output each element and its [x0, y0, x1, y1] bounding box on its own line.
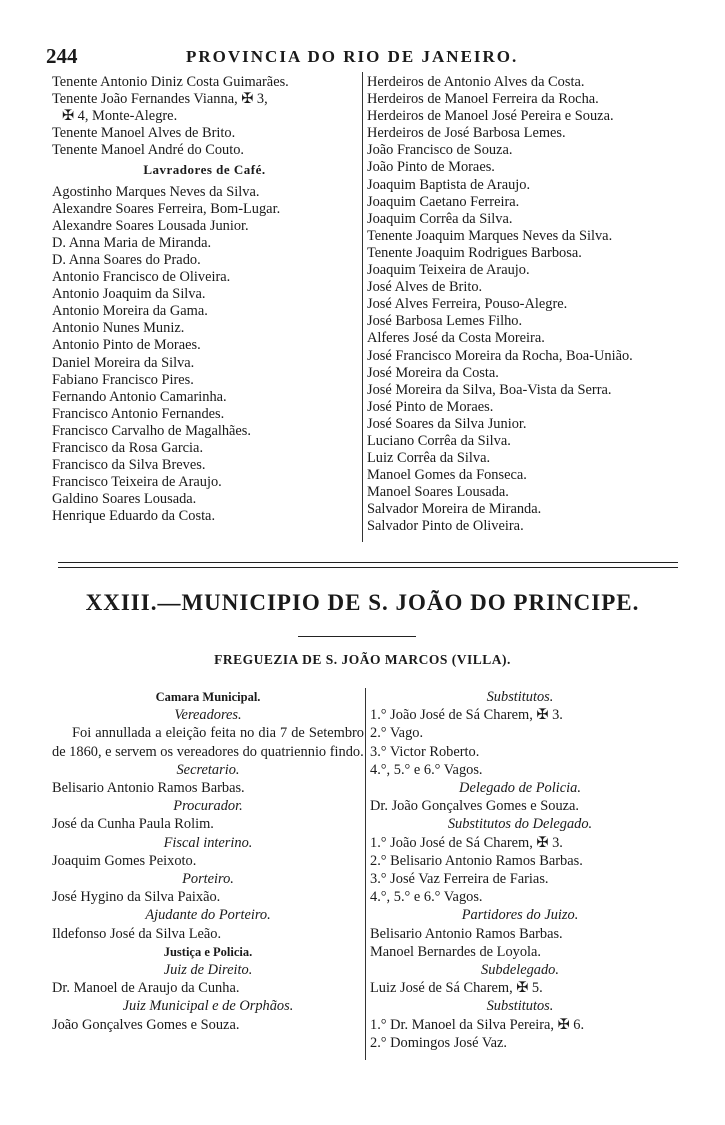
upper-right-column: [367, 74, 697, 536]
list-item: Fernando Antonio Camarinha.: [52, 388, 227, 405]
list-item: 1.° João José de Sá Charem, ✠ 3.: [370, 707, 563, 724]
list-item: Antonio Moreira da Gama.: [52, 303, 208, 320]
list-item: Manoel Soares Lousada.: [367, 484, 509, 501]
list-item: Antonio Nunes Muniz.: [52, 320, 185, 337]
partidores-heading: Partidores do Juizo.: [461, 907, 579, 924]
freguezia-heading: FREGUEZIA DE S. JOÃO MARCOS (VILLA).: [214, 652, 511, 667]
list-item: Salvador Pinto de Oliveira.: [367, 518, 524, 535]
list-item: Antonio Francisco de Oliveira.: [52, 269, 231, 286]
running-title: PROVINCIA DO RIO DE JANEIRO.: [186, 47, 519, 66]
juiz-direito-heading: Juiz de Direito.: [163, 962, 253, 979]
list-item: José Pinto de Moraes.: [367, 398, 494, 415]
double-rule-top: [58, 562, 678, 563]
list-item: Galdino Soares Lousada.: [52, 491, 197, 508]
list-item: João Pinto de Moraes.: [367, 159, 495, 176]
list-item: Joaquim Baptista de Araujo.: [367, 176, 531, 193]
list-item: João Francisco de Souza.: [367, 142, 513, 159]
subdelegado-name: Luiz José de Sá Charem, ✠ 5.: [370, 980, 543, 997]
list-item: 3.° Victor Roberto.: [370, 743, 480, 760]
list-item: 1.° João José de Sá Charem, ✠ 3.: [370, 834, 563, 851]
ajudante-name: Ildefonso José da Silva Leão.: [52, 925, 222, 942]
delegado-name: Dr. João Gonçalves Gomes e Souza.: [370, 798, 580, 815]
upper-left-column: [52, 74, 357, 525]
subdelegado-heading: Subdelegado.: [481, 962, 559, 979]
text-line: Tenente Manoel Alves de Brito.: [52, 125, 236, 142]
list-item: Luiz Corrêa da Silva.: [367, 450, 491, 467]
delegado-heading: Delegado de Policia.: [459, 780, 581, 797]
substitutos2-heading: Substitutos.: [486, 998, 554, 1015]
list-item: D. Anna Soares do Prado.: [52, 251, 201, 268]
procurador-heading: Procurador.: [173, 798, 243, 815]
list-item: Alexandre Soares Ferreira, Bom-Lugar.: [52, 200, 281, 217]
list-item: Francisco Teixeira de Araujo.: [52, 474, 222, 491]
list-item: Francisco Antonio Fernandes.: [52, 405, 225, 422]
secretario-heading: Secretario.: [176, 761, 240, 778]
text-line: ✠ 4, Monte-Alegre.: [62, 108, 178, 125]
list-item: Francisco da Rosa Garcia.: [52, 439, 204, 456]
list-item: 4.°, 5.° e 6.° Vagos.: [370, 889, 483, 906]
text-line: Tenente João Fernandes Vianna, ✠ 3,: [52, 91, 268, 108]
secretario-name: Belisario Antonio Ramos Barbas.: [52, 780, 245, 797]
short-rule: [298, 636, 416, 637]
section-subheading: Lavradores de Café.: [143, 162, 266, 178]
list-item: 4.°, 5.° e 6.° Vagos.: [370, 761, 483, 778]
ajudante-heading: Ajudante do Porteiro.: [145, 907, 271, 924]
justica-heading: Justiça e Policia.: [163, 944, 253, 959]
list-item: Francisco da Silva Breves.: [52, 457, 206, 474]
list-item: Antonio Pinto de Moraes.: [52, 337, 201, 354]
list-item: 2.° Domingos José Vaz.: [370, 1034, 507, 1051]
list-item: Herdeiros de José Barbosa Lemes.: [367, 125, 566, 142]
list-item: Agostinho Marques Neves da Silva.: [52, 183, 260, 200]
list-item: Belisario Antonio Ramos Barbas.: [370, 925, 563, 942]
list-item: Tenente Joaquim Marques Neves da Silva.: [367, 227, 613, 244]
list-item: Joaquim Caetano Ferreira.: [367, 193, 520, 210]
list-item: Alexandre Soares Lousada Junior.: [52, 217, 249, 234]
list-item: 1.° Dr. Manoel da Silva Pereira, ✠ 6.: [370, 1016, 585, 1033]
list-item: Tenente Joaquim Rodrigues Barbosa.: [367, 244, 582, 261]
subst-delegado-heading: Substitutos do Delegado.: [447, 816, 593, 833]
list-item: Joaquim Teixeira de Araujo.: [367, 262, 530, 279]
list-item: 2.° Vago.: [370, 725, 424, 742]
list-item: José Moreira da Silva, Boa-Vista da Serra.: [367, 381, 612, 398]
lower-right-column: [370, 688, 670, 1052]
list-item: Joaquim Corrêa da Silva.: [367, 210, 513, 227]
section-title: XXIII.—MUNICIPIO DE S. JOÃO DO PRINCIPE.: [85, 590, 640, 615]
list-item: Henrique Eduardo da Costa.: [52, 508, 216, 525]
list-item: Francisco Carvalho de Magalhães.: [52, 422, 252, 439]
list-item: José Soares da Silva Junior.: [367, 415, 527, 432]
list-item: Manoel Gomes da Fonseca.: [367, 467, 527, 484]
double-rule-bottom: [58, 567, 678, 568]
camara-heading: Camara Municipal.: [155, 690, 261, 704]
lower-left-column: [52, 688, 364, 1034]
list-item: Salvador Moreira de Miranda.: [367, 501, 542, 518]
list-item: José Francisco Moreira da Rocha, Boa-União.: [367, 347, 633, 364]
annulled-paragraph: Foi annullada a eleição feita no dia 7 de Setembro de 1860, e servem os vereadores do quatriennio findo.: [52, 725, 364, 760]
list-item: José Barbosa Lemes Filho.: [367, 313, 523, 330]
list-item: Herdeiros de Antonio Alves da Costa.: [367, 74, 585, 90]
page-number: 244: [46, 44, 78, 68]
list-item: Fabiano Francisco Pires.: [52, 371, 194, 388]
juiz-municipal-heading: Juiz Municipal e de Orphãos.: [122, 998, 294, 1015]
text-line: Tenente Manoel André do Couto.: [52, 142, 245, 159]
list-item: D. Anna Maria de Miranda.: [52, 234, 212, 251]
porteiro-heading: Porteiro.: [182, 871, 234, 888]
list-item: Herdeiros de Manoel Ferreira da Rocha.: [367, 91, 599, 108]
list-item: José Moreira da Costa.: [367, 364, 499, 381]
list-item: Luciano Corrêa da Silva.: [367, 432, 511, 449]
porteiro-name: José Hygino da Silva Paixão.: [52, 889, 221, 906]
page-header: [46, 44, 686, 68]
substitutos-heading: Substitutos.: [486, 689, 554, 705]
procurador-name: José da Cunha Paula Rolim.: [52, 816, 214, 833]
list-item: José Alves de Brito.: [367, 279, 483, 296]
fiscal-heading: Fiscal interino.: [163, 834, 253, 851]
juiz-municipal-name: João Gonçalves Gomes e Souza.: [52, 1016, 240, 1033]
text-line: Tenente Antonio Diniz Costa Guimarães.: [52, 74, 289, 90]
list-item: Daniel Moreira da Silva.: [52, 354, 195, 371]
list-item: José Alves Ferreira, Pouso-Alegre.: [367, 296, 568, 313]
list-item: Manoel Bernardes de Loyola.: [370, 943, 542, 960]
list-item: Alferes José da Costa Moreira.: [367, 330, 545, 347]
juiz-direito-name: Dr. Manoel de Araujo da Cunha.: [52, 980, 240, 997]
vereadores-heading: Vereadores.: [174, 707, 242, 724]
list-item: 3.° José Vaz Ferreira de Farias.: [370, 871, 549, 888]
column-divider: [362, 72, 363, 542]
list-item: 2.° Belisario Antonio Ramos Barbas.: [370, 852, 583, 869]
fiscal-name: Joaquim Gomes Peixoto.: [52, 852, 197, 869]
list-item: Herdeiros de Manoel José Pereira e Souza.: [367, 108, 614, 125]
list-item: Antonio Joaquim da Silva.: [52, 286, 206, 303]
column-divider: [365, 688, 366, 1060]
